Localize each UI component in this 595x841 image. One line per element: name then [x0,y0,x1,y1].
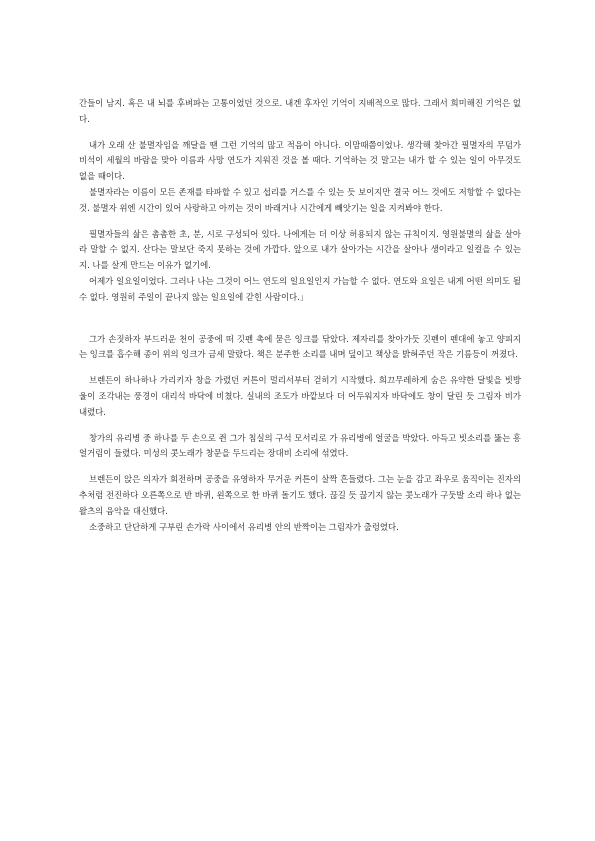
paragraph-4: 필멸자들의 삶은 촘촘한 초, 분, 시로 구성되어 있다. 나에게는 더 이상 허용되지 않는 규칙이지. 영원불멸의 삶을 살아라 말할 수 없지. 산다는 말보단 죽지 못하는 것에 가깝다. 앞으로 내가 살아가는 시간을 살아나 생이라고 일컬을 수 있는지. 나를 살게 만드는 이유가 없기에. [79,228,521,271]
paragraph-6: 그가 손짓하자 부드러운 천이 공중에 떠 깃펜 촉에 묻은 잉크를 닦았다. 제자리를 찾아가듯 깃펜이 펜대에 놓고 양피지는 잉크를 흡수해 종이 위의 잉크가 금세 말랐다. 책은 분주한 소리를 내며 덮이고 책상을 밝혀주던 작은 기름등이 꺼졌다. [79,333,521,360]
paragraph-1: 간들이 남지. 혹은 내 뇌를 후벼파는 고통이었던 것으로. 내겐 후자인 기억이 지배적으로 많다. 그래서 희미해진 기억은 없다. [79,98,521,124]
paragraph-5: 어제가 일요일이었다. 그러나 나는 그것이 어느 연도의 일요일인지 가늠할 수 없다. 연도와 요일은 내게 어떤 의미도 될 수 없다. 영원히 주일이 끝나지 않는 일요일에 갇힌 사람이다.」 [79,275,524,302]
paragraph-8: 창가의 유리병 중 하나를 두 손으로 쥔 그가 침실의 구석 모서리로 가 유리병에 얼굴을 박았다. 아득고 빗소리를 뚫는 흥얼거림이 들렸다. 미성의 콧노래가 창문을 두드리는 장대비 소리에 섞였다. [79,432,521,459]
paragraph-3: 불멸자라는 이름이 모든 존재를 타파할 수 있고 섭리를 거스를 수 있는 듯 보이지만 결국 어느 것에도 저항할 수 없다는 것. 불멸자 위엔 시간이 있어 사랑하고 아끼는 것이 바래거나 시간에게 빼앗기는 일을 지켜봐야 한다. [79,186,524,213]
body-text [79,96,524,535]
paragraph-7: 브렌든이 하나하나 가리키자 창을 가렸던 커튼이 멀리서부터 걷히기 시작했다. 희끄무레하게 숨은 유약한 달빛을 빗방울이 조각내는 풍경이 대리석 바닥에 비쳤다. 실내의 조도가 바깥보다 더 어두워지자 바닥에도 창이 달린 듯 그림자 비가 내렸다. [79,375,524,417]
paragraph-9: 브렌든이 앉은 의자가 회전하며 공중을 유영하자 무거운 커튼이 살짝 흔들렸다. 그는 눈을 감고 좌우로 움직이는 진자의 추처럼 전진하다 오른쪽으로 반 바퀴, 왼쪽으로 한 바퀴 돌기도 했다. 끊길 듯 끊기지 않는 콧노래가 구둣발 소리 하나 없는 왈츠의 음악을 대신했다. [79,474,524,516]
paragraph-2: 내가 오래 산 불멸자임을 깨달을 땐 그런 기억의 많고 적음이 아니다. 이맘때쯤이었나. 생각해 찾아간 필멸자의 무덤가 비석이 세월의 바람을 맞아 이름과 사망 연도가 지워진 것을 볼 때다. 기억하는 것 말고는 내가 할 수 있는 일이 아무것도 없을 때이다. [79,139,524,182]
paragraph-10: 소중하고 단단하게 구부린 손가락 사이에서 유리병 안의 반짝이는 그림자가 출렁였다. [89,521,399,532]
